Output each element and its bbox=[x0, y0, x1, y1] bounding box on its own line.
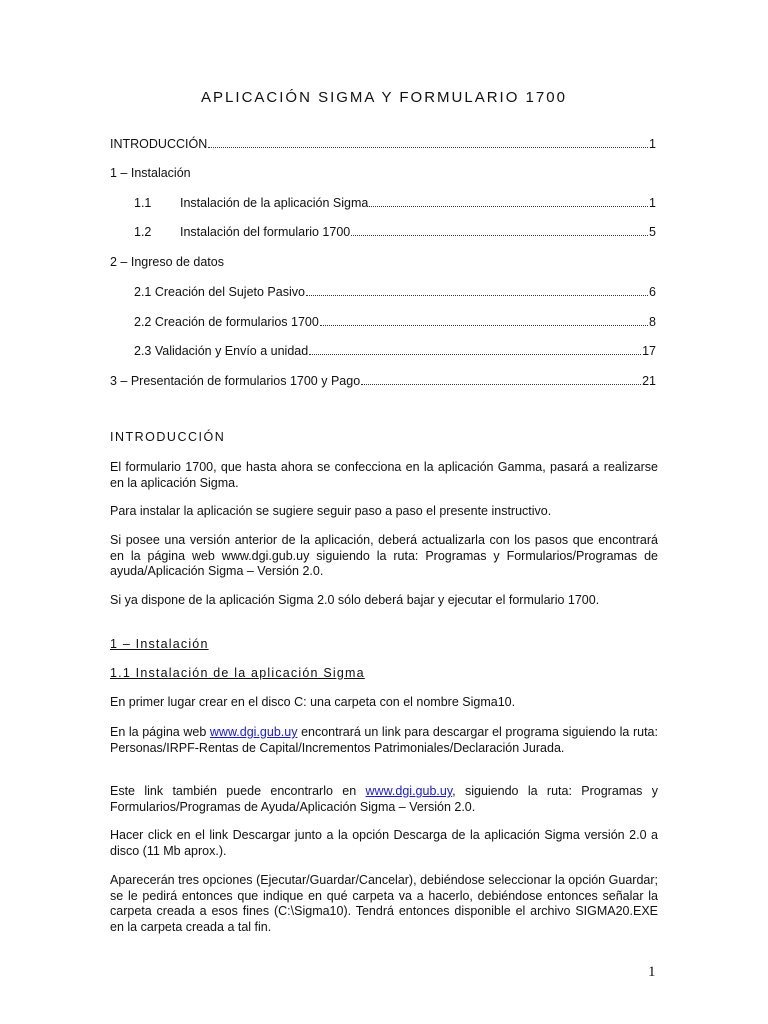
toc-leader-dots bbox=[369, 206, 648, 207]
body-paragraph: Este link también puede encontrarlo en www.dgi.gub.uy, siguiendo la ruta: Programas y Formularios/Programas de Ayuda/Aplicación Sigma – Versión 2.0. bbox=[110, 784, 659, 814]
toc-entry-validacion-envio[interactable] bbox=[134, 342, 656, 358]
toc-leader-dots bbox=[320, 325, 648, 326]
toc-entry-page: 1 bbox=[649, 196, 656, 210]
toc-entry-page: 1 bbox=[649, 137, 656, 151]
toc-entry-number: 1.2 bbox=[134, 225, 152, 239]
body-paragraph: Hacer click en el link Descargar junto a la opción Descarga de la aplicación Sigma versión 2.0 a disco (11 Mb aprox.). bbox=[110, 828, 658, 858]
toc-entry-instalacion-formulario[interactable] bbox=[134, 223, 656, 239]
toc-section-instalacion bbox=[110, 164, 656, 180]
document-title: APLICACIÓN SIGMA Y FORMULARIO 1700 bbox=[201, 89, 567, 106]
toc-leader-dots bbox=[361, 384, 641, 385]
toc-entry-page: 5 bbox=[649, 225, 656, 239]
toc-entry-label: Instalación de la aplicación Sigma bbox=[180, 196, 369, 210]
subsection-heading: 1.1 Instalación de la aplicación Sigma bbox=[110, 666, 365, 680]
toc-entry-creacion-formularios[interactable] bbox=[134, 313, 656, 329]
intro-heading: INTRODUCCIÓN bbox=[110, 430, 226, 444]
intro-paragraph: Si posee una versión anterior de la aplicación, deberá actualizarla con los pasos que encontrará en la página web www.dgi.gub.uy siguiendo la ruta: Programas y Formularios/Programas de ayuda/Aplicación Sigma – Versión 2.0. bbox=[110, 533, 658, 578]
body-paragraph: En la página web www.dgi.gub.uy encontrará un link para descargar el programa siguiendo la ruta: Personas/IRPF-Rentas de Capital/Incrementos Patrimoniales/Declaración Jurada. bbox=[110, 725, 658, 755]
intro-paragraph: El formulario 1700, que hasta ahora se confecciona en la aplicación Gamma, pasará a realizarse en la aplicación Sigma. bbox=[110, 460, 658, 490]
toc-leader-dots bbox=[306, 295, 648, 296]
intro-paragraph: Si ya dispone de la aplicación Sigma 2.0 sólo deberá bajar y ejecutar el formulario 1700. bbox=[110, 593, 600, 607]
toc-leader-dots bbox=[208, 147, 648, 148]
toc-entry-page: 6 bbox=[649, 285, 656, 299]
toc-entry-label: INTRODUCCIÓN bbox=[110, 137, 208, 151]
toc-entry-label: 2.1 Creación del Sujeto Pasivo bbox=[134, 285, 305, 299]
toc-entry-page: 17 bbox=[642, 344, 656, 358]
toc-entry-presentacion-pago[interactable] bbox=[110, 372, 656, 388]
toc-entry-label: 2.2 Creación de formularios 1700 bbox=[134, 315, 319, 329]
toc-entry-page: 21 bbox=[642, 374, 656, 388]
section-heading: 1 – Instalación bbox=[110, 637, 209, 651]
dgi-website-link[interactable]: www.dgi.gub.uy bbox=[209, 725, 298, 739]
dgi-website-link[interactable]: www.dgi.gub.uy bbox=[365, 784, 453, 798]
toc-section-label: 2 – Ingreso de datos bbox=[110, 255, 224, 269]
body-paragraph: En primer lugar crear en el disco C: una carpeta con el nombre Sigma10. bbox=[110, 695, 516, 709]
toc-entry-introduccion[interactable] bbox=[110, 135, 656, 151]
toc-entry-instalacion-sigma[interactable] bbox=[134, 194, 656, 210]
toc-entry-number: 1.1 bbox=[134, 196, 152, 210]
toc-leader-dots bbox=[309, 354, 641, 355]
intro-paragraph: Para instalar la aplicación se sugiere seguir paso a paso el presente instructivo. bbox=[110, 504, 552, 518]
toc-entry-label: 2.3 Validación y Envío a unidad bbox=[134, 344, 309, 358]
toc-section-label: 1 – Instalación bbox=[110, 166, 191, 180]
toc-entry-page: 8 bbox=[649, 315, 656, 329]
toc-entry-label: Instalación del formulario 1700 bbox=[180, 225, 351, 239]
toc-leader-dots bbox=[351, 235, 648, 236]
toc-entry-sujeto-pasivo[interactable] bbox=[134, 283, 656, 299]
page-number: 1 bbox=[648, 964, 656, 980]
toc-entry-label: 3 – Presentación de formularios 1700 y Pago bbox=[110, 374, 361, 388]
toc-section-ingreso-datos bbox=[110, 253, 656, 269]
body-paragraph: Aparecerán tres opciones (Ejecutar/Guardar/Cancelar), debiéndose seleccionar la opción Guardar; se le pedirá entonces que indique en qué carpeta va a hacerlo, debiéndose entonces señalar la carpeta creada a esos fines (C:\Sigma10). Tendrá entonces disponible el archivo SIGMA20.EXE en la carpeta creada a tal fin. bbox=[110, 873, 658, 934]
